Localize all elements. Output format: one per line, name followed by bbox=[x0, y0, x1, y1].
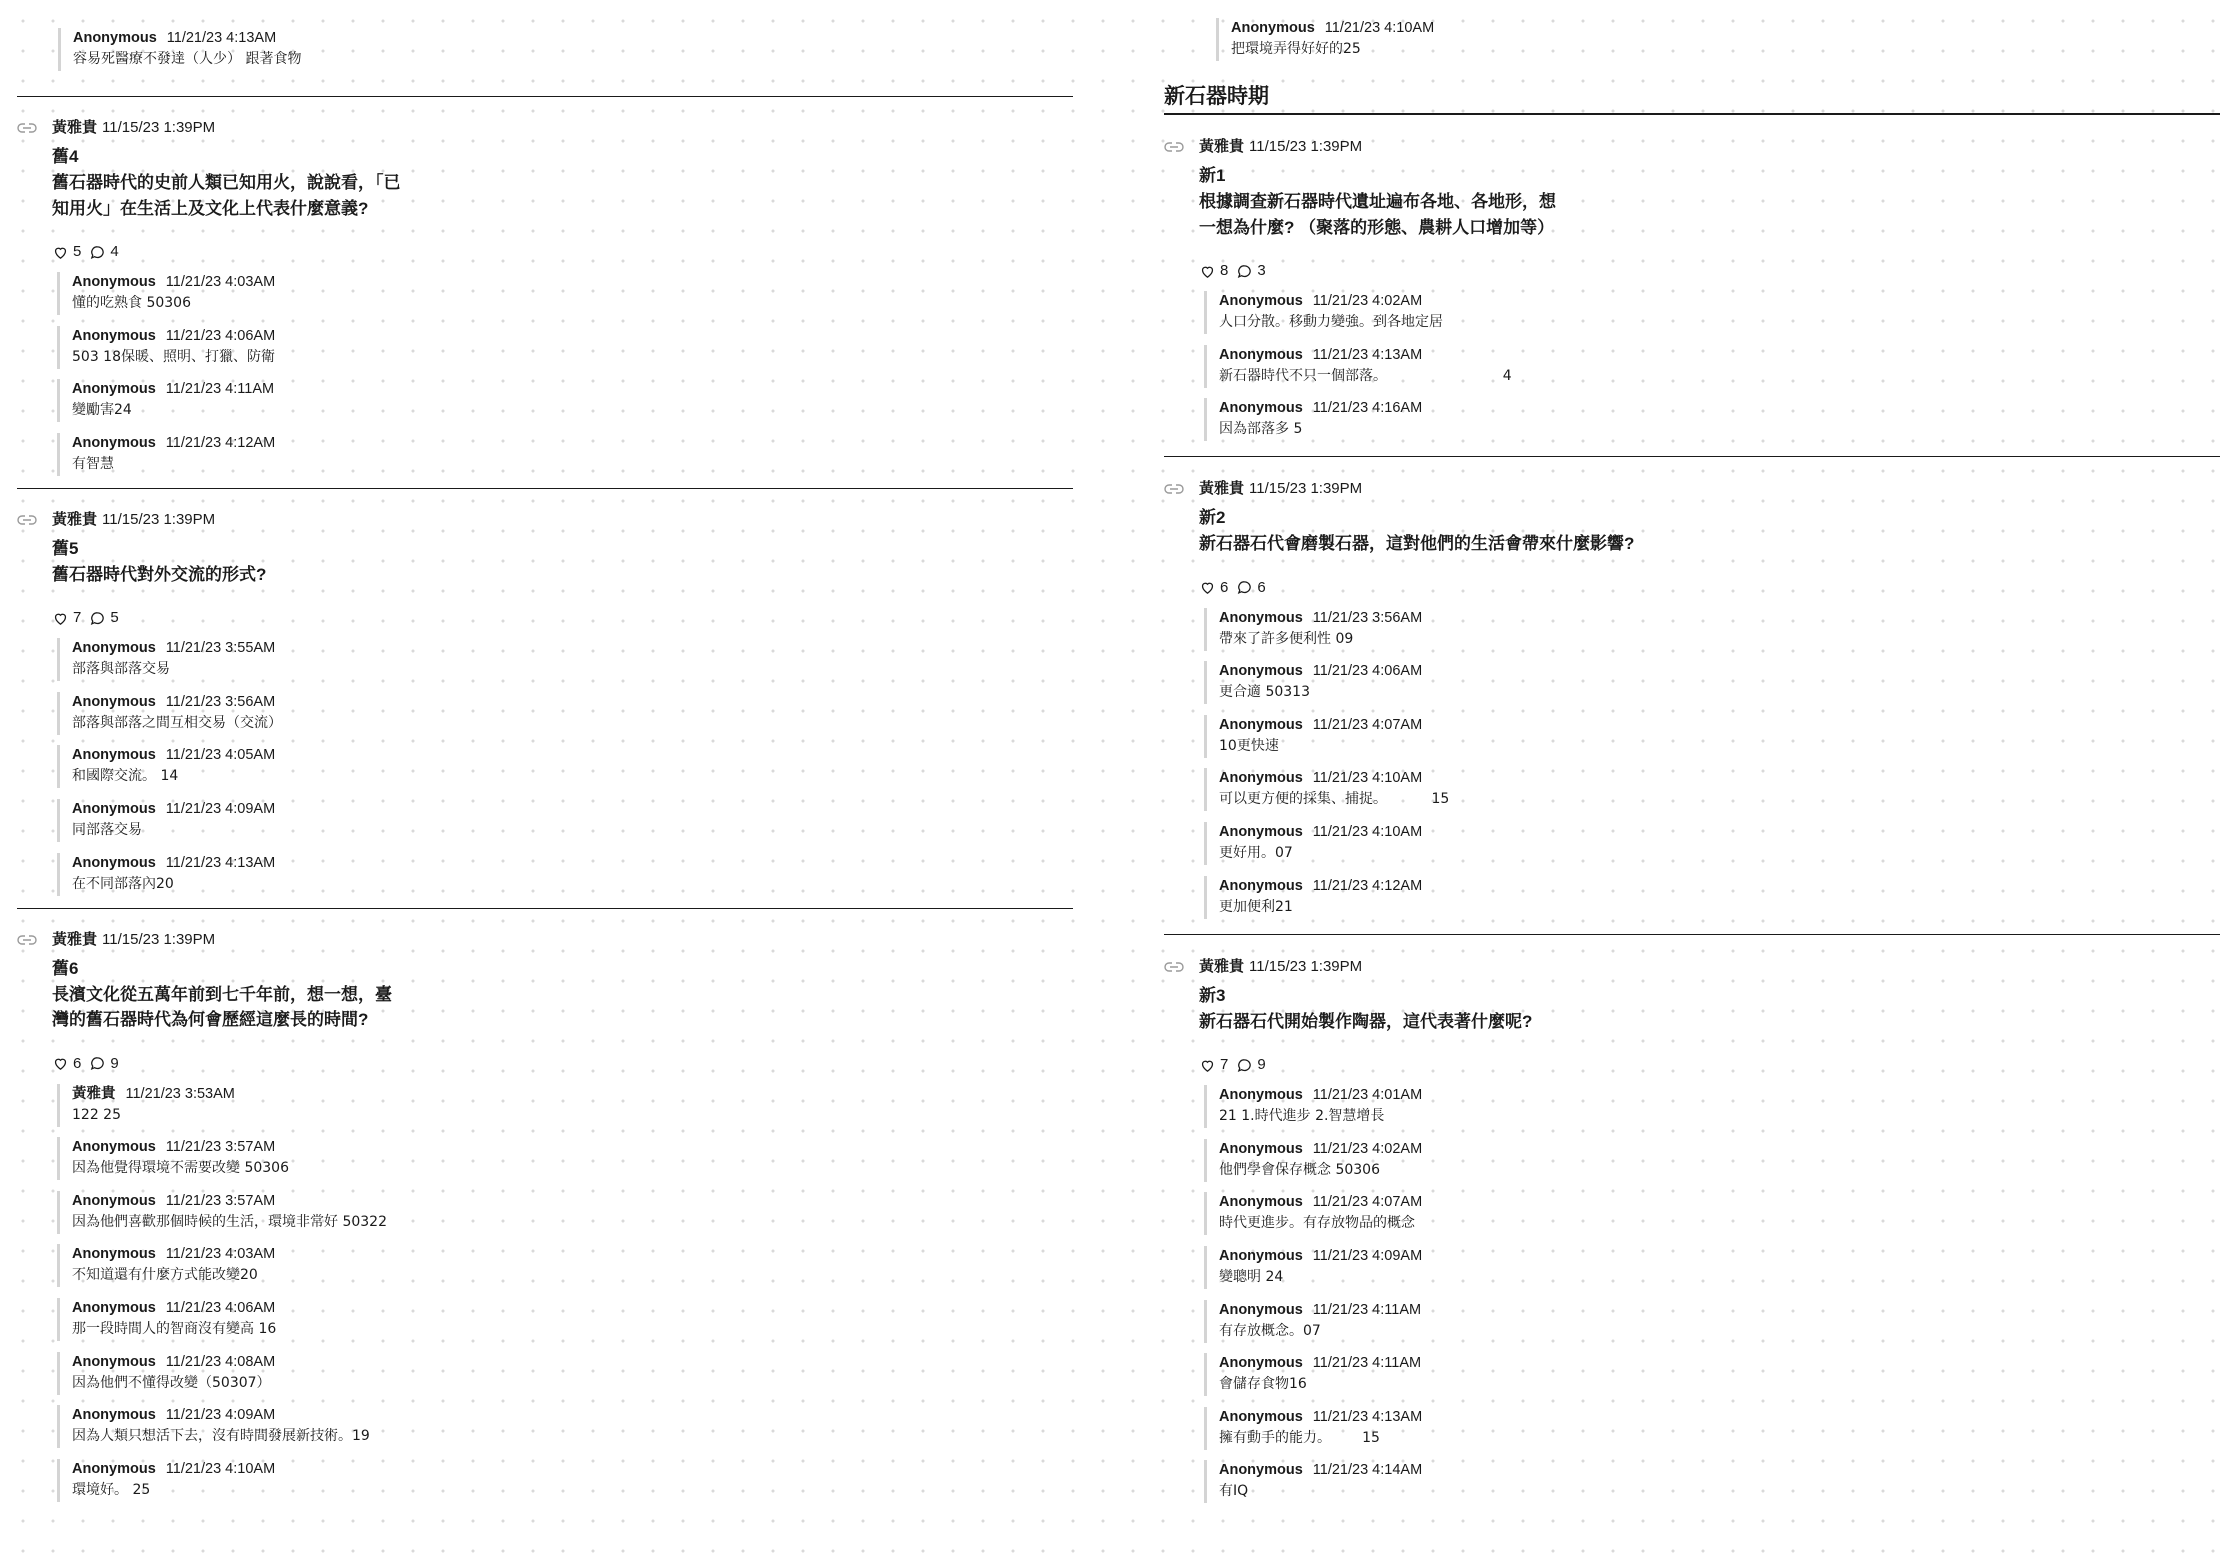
comment-author: Anonymous bbox=[1219, 1355, 1303, 1372]
post-card[interactable] bbox=[17, 930, 1073, 1502]
comment-author: Anonymous bbox=[72, 1300, 156, 1317]
comment-text: 新石器時代不只一個部落。 4 bbox=[1219, 367, 1512, 384]
reactions-bar bbox=[1199, 577, 2220, 599]
comment-author: Anonymous bbox=[72, 327, 156, 344]
post-author: 黃雅貴 bbox=[52, 930, 98, 948]
comment-author: Anonymous bbox=[73, 30, 157, 46]
comment-text: 會儲存食物16 bbox=[1219, 1376, 1307, 1393]
comment-time: 11/21/23 4:09AM bbox=[1312, 1247, 1423, 1264]
comment-text: 擁有動手的能力。 15 bbox=[1219, 1429, 1380, 1446]
comment bbox=[57, 1191, 1073, 1234]
post-body-line: 一想為什麼? （聚落的形態、農耕人口增加等） bbox=[1199, 217, 1555, 237]
post-author: 黃雅貴 bbox=[1199, 957, 1245, 975]
post-body bbox=[52, 562, 1073, 588]
comment bbox=[1204, 1353, 2220, 1396]
reactions-bar bbox=[1199, 260, 2220, 282]
comment-text: 更合適 50313 bbox=[1219, 684, 1310, 701]
like-count: 7 bbox=[1220, 1056, 1229, 1074]
comment-icon[interactable] bbox=[89, 610, 106, 627]
comment-count: 5 bbox=[110, 609, 119, 627]
comment-author: Anonymous bbox=[1231, 20, 1315, 36]
comment-text: 有智慧 bbox=[72, 455, 114, 472]
comment bbox=[1216, 18, 2220, 61]
link-icon[interactable] bbox=[17, 513, 37, 527]
comment-time: 11/21/23 4:13AM bbox=[165, 854, 276, 871]
post-body-line: 舊石器時代的史前人類已知用火，說說看，「已 bbox=[52, 173, 401, 192]
comment-text: 和國際交流。 14 bbox=[72, 768, 179, 785]
comment-text: 帶來了許多便利性 09 bbox=[1219, 630, 1354, 647]
post-author: 黃雅貴 bbox=[1199, 138, 1245, 155]
post-title: 舊6 bbox=[52, 958, 79, 978]
heart-icon[interactable] bbox=[1199, 579, 1216, 596]
comment-icon[interactable] bbox=[1236, 263, 1253, 280]
heart-icon[interactable] bbox=[52, 1055, 69, 1072]
post-card[interactable] bbox=[1164, 479, 2220, 918]
section-title: 新石器時期 bbox=[1164, 85, 1269, 108]
comment bbox=[57, 692, 1073, 735]
comment-author: Anonymous bbox=[1219, 1140, 1303, 1157]
comment-count: 6 bbox=[1257, 578, 1266, 596]
comment-text: 在不同部落內20 bbox=[72, 875, 174, 892]
post-body-line: 灣的舊石器時代為何會歷經這麼長的時間? bbox=[52, 1010, 369, 1030]
comment-time: 11/21/23 4:11AM bbox=[1312, 1301, 1422, 1318]
like-count: 6 bbox=[73, 1054, 82, 1072]
reactions-bar bbox=[52, 607, 1073, 629]
comment-text: 容易死醫療不發達（人少） 跟著食物 bbox=[73, 51, 302, 67]
post-title: 舊5 bbox=[52, 538, 79, 558]
link-icon[interactable] bbox=[1164, 482, 1184, 496]
comment-author: Anonymous bbox=[1219, 1301, 1303, 1318]
comment-list bbox=[1199, 291, 2220, 441]
comment bbox=[57, 745, 1073, 788]
comment-author: Anonymous bbox=[1219, 663, 1303, 680]
post-divider bbox=[17, 488, 1073, 489]
comment-text: 因為部落多 5 bbox=[1219, 421, 1303, 438]
comment bbox=[1204, 661, 2220, 704]
comment-author: 黃雅貴 bbox=[72, 1085, 116, 1102]
comment-text: 時代更進步。有存放物品的概念 bbox=[1219, 1215, 1415, 1232]
comment-list bbox=[52, 272, 1073, 476]
comment-time: 11/21/23 4:12AM bbox=[1312, 877, 1423, 894]
comment-count: 9 bbox=[1257, 1056, 1266, 1074]
comment bbox=[57, 1244, 1073, 1287]
comment-time: 11/21/23 4:13AM bbox=[166, 30, 277, 46]
comment bbox=[1204, 291, 2220, 334]
post-body-line: 長濱文化從五萬年前到七千年前，想一想，臺 bbox=[52, 984, 392, 1004]
comment bbox=[57, 1405, 1073, 1448]
comment-author: Anonymous bbox=[72, 1407, 156, 1424]
comment-icon[interactable] bbox=[89, 244, 106, 261]
post-time: 11/15/23 1:39PM bbox=[1249, 957, 1363, 975]
comment bbox=[57, 379, 1073, 422]
post-time: 11/15/23 1:39PM bbox=[102, 510, 216, 528]
post-author: 黃雅貴 bbox=[52, 119, 98, 136]
comment bbox=[57, 799, 1073, 842]
comment-time: 11/21/23 4:13AM bbox=[1312, 346, 1423, 363]
comment-author: Anonymous bbox=[1219, 400, 1303, 417]
post-divider bbox=[17, 908, 1073, 909]
post-title: 新2 bbox=[1199, 508, 1226, 528]
comment-text: 可以更方便的採集、捕捉。 15 bbox=[1219, 791, 1450, 808]
like-count: 8 bbox=[1220, 262, 1229, 279]
comment-author: Anonymous bbox=[72, 1192, 156, 1209]
comment-text: 部落與部落之間互相交易（交流） bbox=[72, 714, 282, 731]
post-body bbox=[1199, 1009, 2220, 1035]
heart-icon[interactable] bbox=[52, 610, 69, 627]
comment-text: 環境好。 25 bbox=[72, 1481, 151, 1498]
comment-time: 11/21/23 4:05AM bbox=[165, 747, 276, 764]
post-card[interactable] bbox=[1164, 957, 2220, 1504]
comment-time: 11/21/23 4:02AM bbox=[1312, 293, 1423, 309]
comment bbox=[1204, 1300, 2220, 1343]
comment-icon[interactable] bbox=[1236, 579, 1253, 596]
comment-author: Anonymous bbox=[1219, 609, 1303, 626]
comment bbox=[1204, 1139, 2220, 1182]
comment-count: 9 bbox=[110, 1054, 119, 1072]
comment bbox=[1204, 345, 2220, 388]
comment-author: Anonymous bbox=[72, 434, 156, 451]
post-title: 新1 bbox=[1199, 166, 1226, 185]
comment-author: Anonymous bbox=[1219, 1462, 1303, 1479]
comment-time: 11/21/23 4:16AM bbox=[1312, 400, 1423, 417]
comment-time: 11/21/23 4:06AM bbox=[165, 327, 276, 344]
like-count: 5 bbox=[73, 243, 82, 260]
comment-time: 11/21/23 3:57AM bbox=[165, 1192, 276, 1209]
comment-time: 11/21/23 4:02AM bbox=[1312, 1140, 1423, 1157]
comment-icon[interactable] bbox=[89, 1055, 106, 1072]
like-count: 7 bbox=[73, 609, 82, 627]
post-card[interactable] bbox=[17, 118, 1073, 476]
post-body bbox=[52, 170, 1073, 221]
comment-text: 有IQ bbox=[1219, 1483, 1249, 1500]
comment-time: 11/21/23 4:14AM bbox=[1312, 1462, 1423, 1479]
comment-time: 11/21/23 3:56AM bbox=[1312, 609, 1423, 626]
post-author: 黃雅貴 bbox=[52, 510, 98, 528]
comment-time: 11/21/23 3:57AM bbox=[165, 1139, 276, 1156]
comment-text: 人口分散。移動力變強。到各地定居 bbox=[1219, 314, 1443, 330]
comment-list bbox=[1199, 608, 2220, 919]
comment-time: 11/21/23 3:55AM bbox=[165, 640, 276, 657]
comment bbox=[1204, 608, 2220, 651]
comment bbox=[1204, 822, 2220, 865]
like-count: 6 bbox=[1220, 578, 1229, 596]
comment-time: 11/21/23 3:56AM bbox=[165, 693, 276, 710]
reactions-bar bbox=[52, 241, 1073, 263]
comment bbox=[1204, 1192, 2220, 1235]
post-divider bbox=[17, 96, 1073, 97]
comment-time: 11/21/23 4:12AM bbox=[165, 434, 276, 451]
post-time: 11/15/23 1:39PM bbox=[102, 930, 216, 948]
comment-text: 因為他覺得環境不需要改變 50306 bbox=[72, 1160, 289, 1177]
post-body bbox=[1199, 189, 2220, 240]
comment-author: Anonymous bbox=[72, 854, 156, 871]
comment bbox=[1204, 876, 2220, 919]
post-divider bbox=[1164, 456, 2220, 457]
comment-time: 11/21/23 4:10AM bbox=[1312, 770, 1423, 787]
comment-text: 他們學會保存概念 50306 bbox=[1219, 1161, 1380, 1178]
comment bbox=[1204, 715, 2220, 758]
reactions-bar bbox=[1199, 1054, 2220, 1076]
heart-icon[interactable] bbox=[52, 244, 69, 261]
post-time: 11/15/23 1:39PM bbox=[1249, 138, 1363, 155]
comment-text: 更加便利21 bbox=[1219, 898, 1293, 915]
comment bbox=[57, 326, 1073, 369]
comment bbox=[1204, 1460, 2220, 1503]
comment-text: 因為他們喜歡那個時候的生活，環境非常好 50322 bbox=[72, 1213, 387, 1230]
comment-author: Anonymous bbox=[72, 640, 156, 657]
comment-count: 4 bbox=[110, 243, 119, 260]
post-body-line: 新石器石代會磨製石器，這對他們的生活會帶來什麼影響? bbox=[1199, 534, 1635, 554]
post-title: 舊4 bbox=[52, 147, 79, 166]
comment bbox=[58, 28, 1073, 71]
right-column bbox=[1164, 0, 2220, 1514]
comment-author: Anonymous bbox=[72, 1460, 156, 1477]
comment-text: 10更快速 bbox=[1219, 737, 1279, 754]
comment-list bbox=[52, 1084, 1073, 1502]
comment-author: Anonymous bbox=[72, 1246, 156, 1263]
link-icon[interactable] bbox=[1164, 960, 1184, 974]
comment-time: 11/21/23 4:06AM bbox=[1312, 663, 1423, 680]
comment-text: 部落與部落交易 bbox=[72, 661, 170, 678]
post-body bbox=[1199, 531, 2220, 557]
comment-time: 11/21/23 4:07AM bbox=[1312, 716, 1423, 733]
heart-icon[interactable] bbox=[1199, 263, 1216, 280]
comment-author: Anonymous bbox=[1219, 877, 1303, 894]
comment-text: 因為他們不懂得改變（50307） bbox=[72, 1374, 271, 1391]
link-icon[interactable] bbox=[17, 121, 37, 135]
comment bbox=[57, 1084, 1073, 1127]
comment bbox=[1204, 398, 2220, 441]
comment-author: Anonymous bbox=[1219, 293, 1303, 309]
comment-author: Anonymous bbox=[1219, 1247, 1303, 1264]
post-title: 新3 bbox=[1199, 985, 1226, 1005]
comment-time: 11/21/23 4:03AM bbox=[165, 1246, 276, 1263]
post-body-line: 新石器石代開始製作陶器，這代表著什麼呢? bbox=[1199, 1011, 1533, 1031]
comment-text: 有存放概念。07 bbox=[1219, 1322, 1321, 1339]
comment-text: 懂的吃熟食 50306 bbox=[72, 295, 191, 311]
comment bbox=[57, 638, 1073, 681]
comment bbox=[57, 433, 1073, 476]
comment-text: 那一段時間人的智商沒有變高 16 bbox=[72, 1321, 277, 1338]
comment-author: Anonymous bbox=[1219, 824, 1303, 841]
comment bbox=[57, 853, 1073, 896]
comment-time: 11/21/23 3:53AM bbox=[125, 1085, 235, 1102]
comment-time: 11/21/23 4:11AM bbox=[165, 381, 275, 398]
comment-text: 同部落交易 bbox=[72, 822, 142, 839]
comment-author: Anonymous bbox=[1219, 1087, 1303, 1104]
comment-author: Anonymous bbox=[1219, 1408, 1303, 1425]
comment bbox=[1204, 768, 2220, 811]
comment-time: 11/21/23 4:06AM bbox=[165, 1300, 276, 1317]
comment-time: 11/21/23 4:09AM bbox=[165, 801, 276, 818]
comment-time: 11/21/23 4:09AM bbox=[165, 1407, 276, 1424]
comment-text: 因為人類只想活下去，沒有時間發展新技術。19 bbox=[72, 1428, 370, 1445]
comment-author: Anonymous bbox=[72, 274, 156, 290]
post-body-line: 知用火」在生活上及文化上代表什麼意義? bbox=[52, 198, 369, 218]
comment-text: 更好用。07 bbox=[1219, 845, 1293, 862]
comment bbox=[57, 1137, 1073, 1180]
comment-author: Anonymous bbox=[1219, 1194, 1303, 1211]
comment bbox=[57, 1298, 1073, 1341]
comment-text: 122 25 bbox=[72, 1106, 121, 1123]
comment-list bbox=[1199, 1085, 2220, 1503]
left-column bbox=[17, 0, 1073, 1512]
comment-author: Anonymous bbox=[72, 747, 156, 764]
comment-list bbox=[52, 638, 1073, 895]
comment bbox=[1204, 1246, 2220, 1289]
comment bbox=[57, 1459, 1073, 1502]
post-time: 11/15/23 1:39PM bbox=[102, 119, 216, 136]
post-author: 黃雅貴 bbox=[1199, 480, 1245, 498]
comment-icon[interactable] bbox=[1236, 1057, 1253, 1074]
comment-text: 21 1.時代進步 2.智慧增長 bbox=[1219, 1108, 1385, 1125]
post-card[interactable] bbox=[1164, 137, 2220, 441]
post-card[interactable] bbox=[17, 510, 1073, 896]
comment bbox=[57, 272, 1073, 315]
comment-time: 11/21/23 4:03AM bbox=[165, 274, 276, 290]
comment-time: 11/21/23 4:08AM bbox=[165, 1353, 276, 1370]
post-divider bbox=[1164, 934, 2220, 935]
comment-time: 11/21/23 4:11AM bbox=[1312, 1355, 1422, 1372]
post-body bbox=[52, 982, 1073, 1033]
post-body-line: 舊石器時代對外交流的形式? bbox=[52, 564, 267, 584]
comment-author: Anonymous bbox=[72, 381, 156, 398]
heart-icon[interactable] bbox=[1199, 1057, 1216, 1074]
comment-author: Anonymous bbox=[72, 801, 156, 818]
comment-count: 3 bbox=[1257, 262, 1266, 279]
comment-author: Anonymous bbox=[1219, 770, 1303, 787]
comment-author: Anonymous bbox=[72, 1353, 156, 1370]
comment-time: 11/21/23 4:01AM bbox=[1312, 1087, 1423, 1104]
comment-time: 11/21/23 4:10AM bbox=[165, 1460, 276, 1477]
comment bbox=[57, 1352, 1073, 1395]
comment-time: 11/21/23 4:13AM bbox=[1312, 1408, 1423, 1425]
comment-author: Anonymous bbox=[72, 693, 156, 710]
section-divider bbox=[1164, 113, 2220, 115]
comment-time: 11/21/23 4:10AM bbox=[1324, 20, 1435, 36]
comment-text: 503 18保暖、照明、打獵、防衛 bbox=[72, 348, 275, 365]
comment-author: Anonymous bbox=[1219, 716, 1303, 733]
comment-text: 把環境弄得好好的25 bbox=[1231, 41, 1361, 57]
comment-time: 11/21/23 4:07AM bbox=[1312, 1194, 1423, 1211]
post-body-line: 根據調查新石器時代遺址遍布各地、各地形，想 bbox=[1199, 192, 1556, 211]
comment-text: 變聰明 24 bbox=[1219, 1268, 1284, 1285]
link-icon[interactable] bbox=[1164, 140, 1184, 154]
comment bbox=[1204, 1407, 2220, 1450]
comment-time: 11/21/23 4:10AM bbox=[1312, 824, 1423, 841]
link-icon[interactable] bbox=[17, 933, 37, 947]
comment-text: 不知道還有什麼方式能改變20 bbox=[72, 1267, 258, 1284]
comment-author: Anonymous bbox=[1219, 346, 1303, 363]
post-time: 11/15/23 1:39PM bbox=[1249, 480, 1363, 498]
comment-text: 變勵害24 bbox=[72, 402, 132, 419]
comment bbox=[1204, 1085, 2220, 1128]
reactions-bar bbox=[52, 1053, 1073, 1075]
comment-author: Anonymous bbox=[72, 1139, 156, 1156]
